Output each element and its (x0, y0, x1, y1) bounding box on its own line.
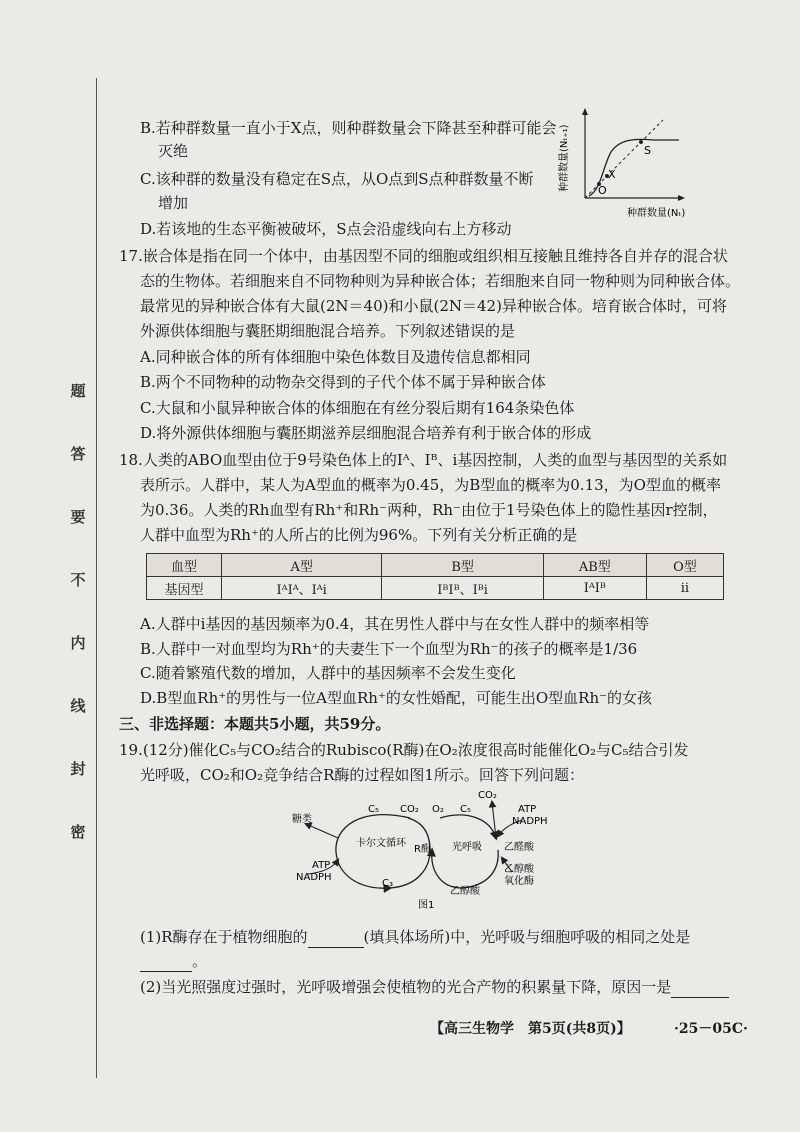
margin-char: 密 (70, 823, 86, 841)
q16-option-d: D.若该地的生态平衡被破坏，S点会沿虚线向右上方移动 (140, 220, 512, 238)
q18-stem-line4: 人群中血型为Rh⁺的人所占的比例为96%。下列有关分析正确的是 (140, 526, 578, 544)
label-r-enzyme: R酶 (414, 844, 431, 855)
q19-sub1-end: 。 (192, 952, 208, 970)
q17-stem-line4: 外源供体细胞与囊胚期细胞混合培养。下列叙述错误的是 (140, 322, 516, 340)
q18-stem-line1: 18.人类的ABO血型由位于9号染色体上的Iᴬ、Iᴮ、i基因控制，人类的血型与基因型的关系如 (119, 451, 728, 469)
q19-sub2-text: (2)当光照强度过强时，光呼吸增强会使植物的光合产物的积累量下降，原因一是 (140, 978, 672, 996)
table-row (147, 577, 724, 600)
label-co2-right: CO₂ (478, 790, 497, 801)
q17-stem-line1: 17.嵌合体是指在同一个体中，由基因型不同的细胞或组织相互接触且维持各自并存的混合状 (119, 247, 728, 265)
q16-option-b-line1: B.若种群数量一直小于X点，则种群数量会下降甚至种群可能会 (140, 119, 557, 137)
table-header-cell: 血型 (147, 554, 222, 577)
label-glycolate-oxidase: 乙醇酸 (504, 864, 534, 875)
label-c3: C₃ (382, 878, 393, 889)
answer-blank[interactable] (671, 981, 729, 998)
table-cell: 基因型 (147, 577, 222, 600)
label-nadph-right: NADPH (512, 816, 548, 827)
section-heading: 三、非选择题：本题共5小题，共59分。 (119, 715, 391, 733)
table-cell: IᴬIᴬ、Iᴬi (222, 577, 382, 600)
label-co2-top: CO₂ (400, 804, 419, 815)
graph-diagonal-dashed (585, 120, 663, 198)
margin-seal-text (68, 380, 88, 842)
photorespiration-diagram (290, 788, 570, 912)
margin-char: 内 (70, 634, 86, 652)
q17-option-d: D.将外源供体细胞与囊胚期滋养层细胞混合培养有利于嵌合体的形成 (140, 424, 592, 442)
q19-sub2 (140, 976, 729, 998)
q18-stem-line3: 为0.36。人类的Rh血型有Rh⁺和Rh⁻两种，Rh⁻由位于1号染色体上的隐性基因r控制， (140, 501, 718, 519)
graph-label-x: X (608, 168, 616, 181)
margin-char: 题 (70, 382, 86, 400)
answer-blank[interactable] (140, 955, 192, 972)
answer-blank[interactable] (308, 931, 364, 948)
label-c5-right: C₅ (460, 804, 471, 815)
graph-label-o: O (598, 184, 607, 197)
population-graph (555, 106, 695, 222)
q17-stem-line2: 态的生物体。若细胞来自不同物种则为异种嵌合体；若细胞来自同一物种则为同种嵌合体。 (140, 272, 741, 290)
label-calvin-cycle: 卡尔文循环 (356, 838, 406, 849)
graph-y-arrow (582, 108, 588, 115)
blood-type-table (146, 553, 724, 600)
page-footer-code: ·25－05C· (674, 1021, 748, 1037)
q18-option-c: C.随着繁殖代数的增加，人群中的基因频率不会发生变化 (140, 664, 516, 682)
q17-stem-line3: 最常见的异种嵌合体有大鼠(2N＝40)和小鼠(2N＝42)异种嵌合体。培育嵌合体时，可将 (140, 297, 727, 315)
label-o2-top: O₂ (432, 804, 444, 815)
table-cell: IᴮIᴮ、Iᴮi (382, 577, 543, 600)
table-cell: ii (646, 577, 723, 600)
q17-option-b: B.两个不同物种的动物杂交得到的子代个体不属于异种嵌合体 (140, 373, 546, 391)
q16-option-c-line1: C.该种群的数量没有稳定在S点，从O点到S点种群数量不断 (140, 170, 534, 188)
photorespiration-arc-left (432, 850, 462, 888)
q18-option-b: B.人群中一对血型均为Rh⁺的夫妻生下一个血型为Rh⁻的孩子的概率是1/36 (140, 640, 638, 658)
q17-option-a: A.同种嵌合体的所有体细胞中染色体数目及遗传信息都相同 (140, 348, 531, 366)
label-glyoxylate: 乙醛酸 (504, 842, 534, 853)
margin-char: 封 (70, 760, 86, 778)
q19-sub1-cont (140, 950, 207, 972)
calvin-cycle-arc-left (336, 815, 410, 889)
photorespiration-arc-top (440, 815, 496, 838)
q19-sub1-part1: (1)R酶存在于植物细胞的 (140, 928, 308, 946)
graph-x-label: 种群数量(Nₜ) (627, 208, 686, 219)
q19-stem-line2: 光呼吸，CO₂和O₂竞争结合R酶的过程如图1所示。回答下列问题： (140, 766, 584, 784)
page-footer-label: 【高三生物学 第5页(共8页)】 (430, 1021, 631, 1037)
q18-stem-line2: 表所示。人群中，某人为A型血的概率为0.45，为B型血的概率为0.13，为O型血的概率 (140, 476, 721, 494)
label-sugar: 糖类 (292, 814, 312, 825)
q16-option-b-line2: 灭绝 (158, 142, 189, 160)
label-c5-left: C₅ (368, 804, 379, 815)
label-atp-left: ATP (312, 860, 331, 871)
binding-margin-line (96, 78, 97, 1078)
label-glycolate: 乙醇酸 (450, 886, 480, 897)
q19-sub1-part2: (填具体场所)中，光呼吸与细胞呼吸的相同之处是 (363, 928, 691, 946)
q19-sub1 (140, 926, 690, 948)
table-header-cell: AB型 (543, 554, 646, 577)
label-photorespiration: 光呼吸 (452, 842, 482, 853)
photorespiration-arc-bottom (462, 850, 498, 888)
label-oxidase: 氧化酶 (504, 876, 534, 887)
table-header-cell: O型 (646, 554, 723, 577)
diagram-caption: 图1 (418, 900, 435, 911)
table-header-cell: B型 (382, 554, 543, 577)
graph-x-arrow (678, 195, 685, 201)
margin-char: 线 (70, 697, 86, 715)
table-cell: IᴬIᴮ (543, 577, 646, 600)
margin-char: 答 (70, 445, 86, 463)
q16-option-c-line2: 增加 (158, 194, 189, 212)
margin-char: 不 (70, 571, 86, 589)
q18-option-a: A.人群中i基因的基因频率为0.4，其在男性人群中与在女性人群中的频率相等 (140, 615, 650, 633)
graph-label-s: S (644, 144, 651, 157)
label-nadph-left: NADPH (296, 872, 332, 883)
graph-point-s (639, 140, 643, 144)
q17-option-c: C.大鼠和小鼠异种嵌合体的体细胞在有丝分裂后期有164条染色体 (140, 399, 575, 417)
graph-y-label: 种群数量(Nₜ₊₁) (559, 124, 570, 192)
to-sugar-arrow (306, 824, 338, 838)
table-header-row (147, 554, 724, 577)
label-atp-right: ATP (518, 804, 537, 815)
table-header-cell: A型 (222, 554, 382, 577)
margin-char: 要 (70, 508, 86, 526)
q18-option-d: D.B型血Rh⁺的男性与一位A型血Rh⁺的女性婚配，可能生出O型血Rh⁻的女孩 (140, 689, 653, 707)
q19-stem-line1: 19.(12分)催化C₅与CO₂结合的Rubisco(R酶)在O₂浓度很高时能催化O₂与C₅结合引发 (119, 741, 689, 759)
